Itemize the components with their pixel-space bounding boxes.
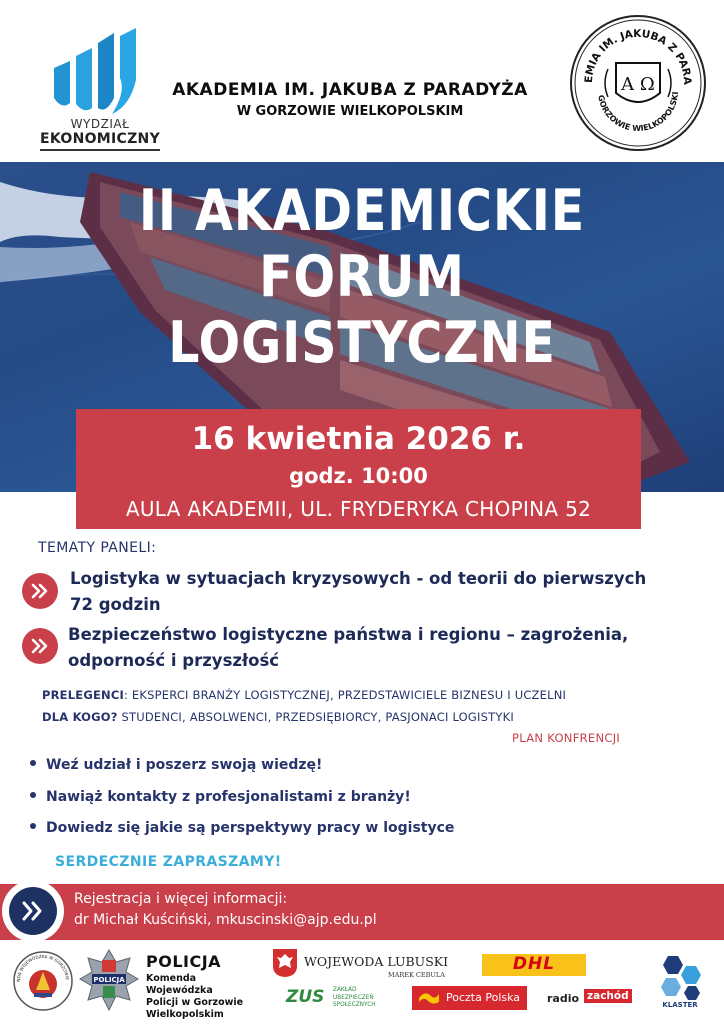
polish-eagle-icon bbox=[272, 948, 298, 978]
faculty-label-2: EKONOMICZNY bbox=[39, 131, 161, 147]
bullet-dot-icon bbox=[30, 792, 36, 798]
police-badge-text: POLICJA bbox=[93, 976, 125, 984]
conference-plan-link[interactable]: PLAN KONFRENCJI bbox=[512, 731, 621, 745]
radio-zachod-logo bbox=[547, 988, 629, 1010]
dhl-logo bbox=[482, 954, 586, 976]
university-name-line1: AKADEMIA IM. JAKUBA Z PARADYŻA bbox=[172, 80, 528, 100]
double-chevron-icon bbox=[22, 573, 58, 609]
wojewoda-name: MAREK CEBULA bbox=[388, 971, 445, 979]
benefit-text: Dowiedz się jakie są perspektywy pracy w logistyce bbox=[46, 820, 455, 836]
zus-subtitle-1: ZAKŁAD bbox=[333, 987, 357, 993]
event-place: AULA AKADEMII, UL. FRYDERYKA CHOPINA 52 bbox=[125, 497, 592, 521]
event-title bbox=[51, 178, 674, 376]
speakers-info bbox=[42, 688, 566, 702]
police-logo-text bbox=[146, 952, 266, 1021]
zus-subtitle bbox=[333, 987, 376, 1010]
university-seal bbox=[568, 13, 708, 153]
speakers-text: : EKSPERCI BRANŻY LOGISTYCZNEJ, PRZEDSTAWICIELE BIZNESU I UCZELNI bbox=[123, 688, 567, 702]
zus-logo bbox=[286, 987, 386, 1017]
faculty-label-1: WYDZIAŁ bbox=[70, 117, 130, 131]
speakers-label: PRELEGENCI bbox=[42, 688, 124, 702]
topic-line: Bezpieczeństwo logistyczne państwa i regionu – zagrożenia, bbox=[68, 625, 629, 644]
seal-bottom-text: GORZOWIE WIELKOPOLSKI bbox=[596, 91, 681, 134]
topics-heading: TEMATY PANELI: bbox=[38, 540, 157, 556]
seal-graphic bbox=[568, 13, 708, 153]
wojewoda-title: WOJEWODA LUBUSKI bbox=[304, 954, 449, 969]
police-subtitle-1: Komenda Wojewódzka bbox=[146, 973, 213, 996]
seal-top-text: EMIA IM. JAKUBA Z PARA bbox=[582, 27, 694, 86]
event-title-line2: FORUM bbox=[259, 244, 465, 310]
benefit-item bbox=[30, 757, 322, 773]
fire-service-logo bbox=[12, 950, 74, 1012]
dhl-text: DHL bbox=[512, 954, 556, 974]
benefit-text: Nawiąż kontakty z profesjonalistami z branży! bbox=[46, 789, 411, 805]
event-date: 16 kwietnia 2026 r. bbox=[191, 421, 526, 457]
klaster-logo bbox=[648, 952, 712, 1014]
audience-text: STUDENCI, ABSOLWENCI, PRZEDSIĘBIORCY, PASJONACI LOGISTYKI bbox=[117, 710, 514, 724]
benefit-item bbox=[30, 820, 454, 836]
benefit-item bbox=[30, 789, 411, 805]
event-title-line1: II AKADEMICKIE bbox=[138, 178, 586, 244]
zus-text: ZUS bbox=[286, 987, 325, 1007]
registration-label: Rejestracja i więcej informacji: bbox=[74, 891, 288, 907]
invitation-text: SERDECZNIE ZAPRASZAMY! bbox=[55, 854, 282, 870]
seal-symbols: A Ω bbox=[621, 74, 655, 95]
registration-info bbox=[74, 889, 377, 931]
topic-item bbox=[68, 622, 688, 674]
double-chevron-icon bbox=[22, 628, 58, 664]
post-horn-icon bbox=[417, 988, 441, 1008]
klaster-text: KLASTER bbox=[662, 1001, 698, 1009]
topic-item bbox=[70, 566, 690, 618]
radio-zachod-text: zachód bbox=[584, 989, 632, 1003]
audience-label: DLA KOGO? bbox=[42, 710, 118, 724]
wojewoda-logo bbox=[270, 948, 449, 982]
double-chevron-icon bbox=[9, 887, 57, 935]
poczta-polska-logo bbox=[412, 986, 527, 1010]
event-time: godz. 10:00 bbox=[289, 464, 428, 488]
radio-text: radio bbox=[547, 992, 580, 1005]
fire-service-text: NDA WOJEWÓDZKA W GORZOWIE bbox=[15, 953, 71, 982]
police-badge-logo bbox=[78, 948, 140, 1014]
event-details-box bbox=[76, 409, 641, 529]
topic-line: Logistyka w sytuacjach kryzysowych - od teorii do pierwszych bbox=[70, 569, 647, 588]
university-name-line2: W GORZOWIE WIELKOPOLSKIM bbox=[236, 104, 464, 119]
registration-contact[interactable]: dr Michał Kuściński, mkuscinski@ajp.edu.pl bbox=[74, 912, 377, 928]
zus-subtitle-3: SPOŁECZNYCH bbox=[333, 1002, 376, 1008]
zus-subtitle-2: UBEZPIECZEŃ bbox=[333, 994, 374, 1001]
bullet-dot-icon bbox=[30, 823, 36, 829]
police-subtitle-2: Policji w Gorzowie bbox=[146, 997, 244, 1008]
university-name bbox=[140, 80, 560, 119]
poczta-text: Poczta Polska bbox=[446, 991, 521, 1004]
event-title-line3: LOGISTYCZNE bbox=[168, 310, 556, 376]
bullet-dot-icon bbox=[30, 760, 36, 766]
hexagon-cluster-icon bbox=[648, 952, 712, 1002]
topic-line: odporność i przyszłość bbox=[68, 651, 280, 670]
police-title: POLICJA bbox=[146, 952, 222, 971]
police-subtitle-3: Wielkopolskim bbox=[146, 1009, 224, 1020]
audience-info bbox=[42, 710, 514, 724]
topic-line: 72 godzin bbox=[70, 595, 161, 614]
benefit-text: Weź udział i poszerz swoją wiedzę! bbox=[46, 757, 323, 773]
faculty-underline bbox=[40, 149, 160, 151]
